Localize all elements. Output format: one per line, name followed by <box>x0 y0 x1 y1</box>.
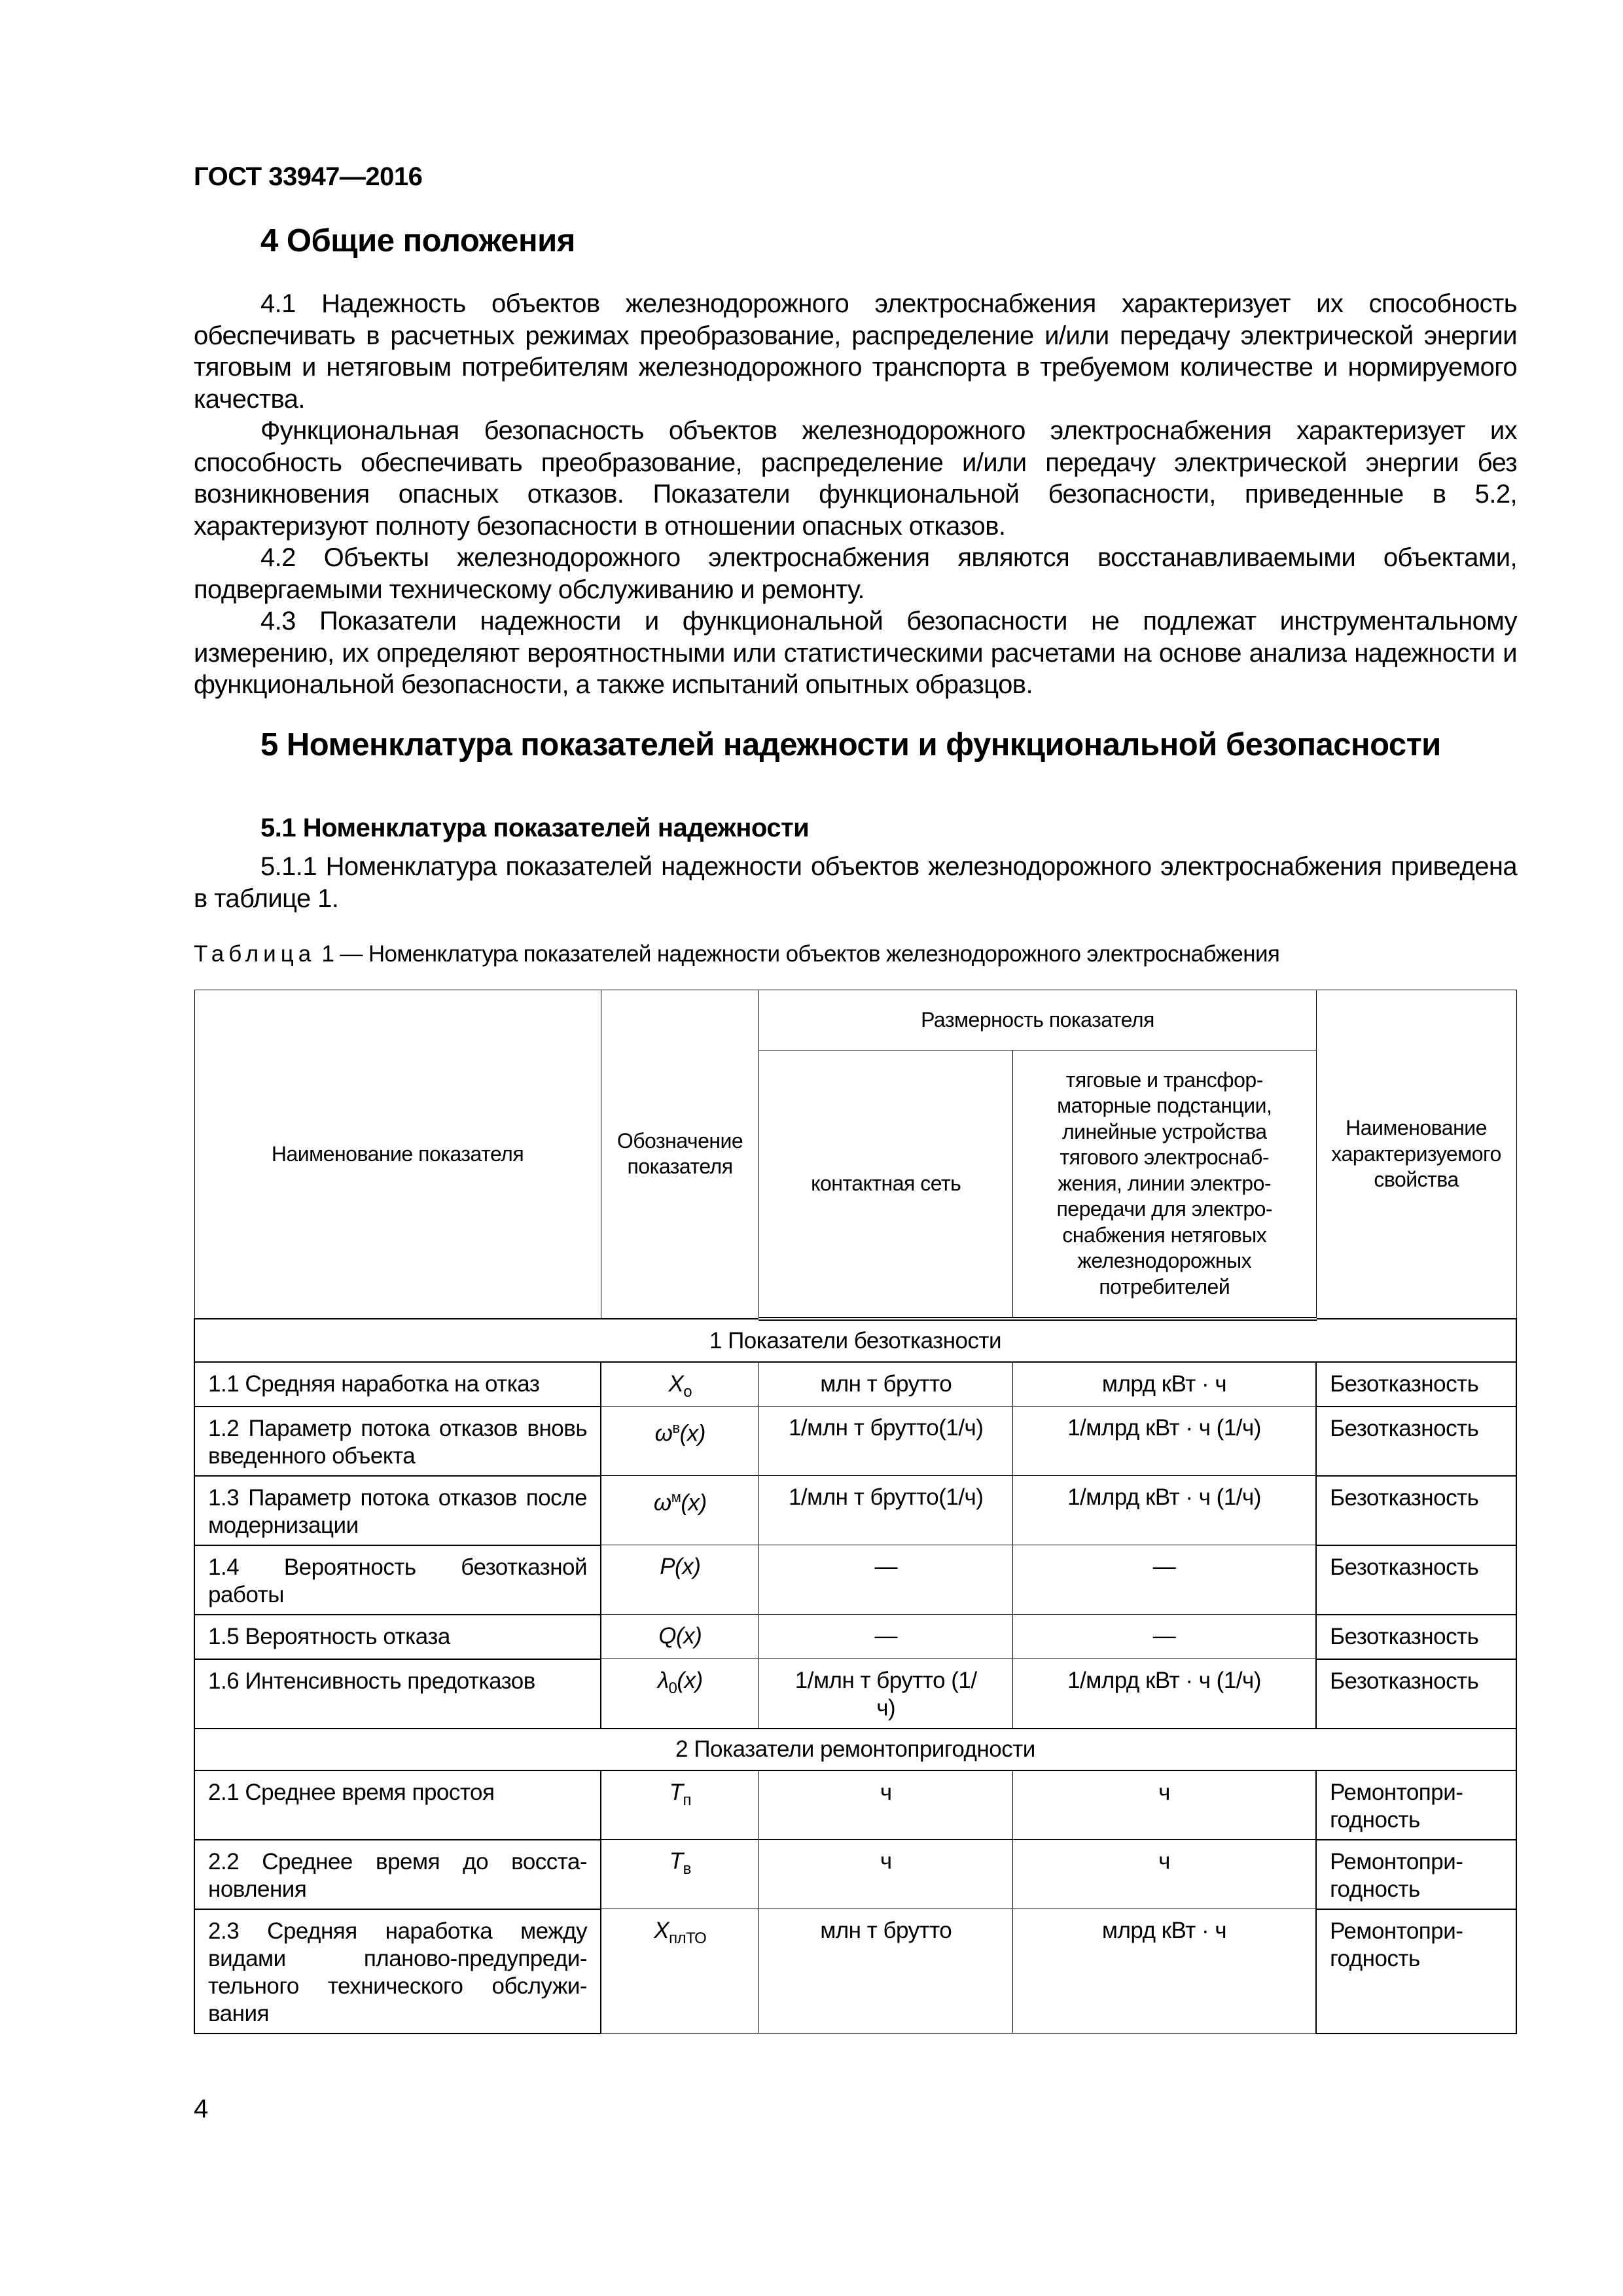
unit-substations: — <box>1012 1545 1316 1615</box>
unit-substations: млрд кВт · ч <box>1012 1909 1316 2034</box>
property-name: Безотказность <box>1316 1615 1516 1659</box>
indicator-name: 1.1 Средняя наработка на отказ <box>194 1362 601 1407</box>
header-dimension-group: Размерность показателя <box>759 990 1316 1050</box>
paragraph-functional-safety: Функциональная безопасность объектов железнодорожного электроснабжения характеризует их способность обеспечивать преобразование, распределение и/или передачу электрической энергии без возникновения опасных отказов. Показатели функциональной безопасности, приведенные в 5.2, характеризуют полноту безопасности в отношении опасных отказов. <box>194 416 1517 541</box>
unit-contact-network: — <box>759 1545 1012 1615</box>
table-row <box>194 1909 1516 2034</box>
header-property: Наименование характеризуемого свойства <box>1316 990 1516 1319</box>
table-row <box>194 1659 1516 1729</box>
table-row <box>194 1770 1516 1840</box>
unit-substations: ч <box>1012 1840 1316 1909</box>
property-name: Безотказность <box>1316 1545 1516 1615</box>
indicator-name: 2.3 Средняя наработка между видами планово-предупреди-тельного технического обслужи-вания <box>194 1909 601 2034</box>
unit-contact-network: 1/млн т брутто (1/ч) <box>759 1659 1012 1729</box>
property-name: Безотказность <box>1316 1362 1516 1407</box>
table-row <box>194 1407 1516 1476</box>
property-name: Безотказность <box>1316 1407 1516 1476</box>
header-contact-network: контактная сеть <box>759 1050 1012 1319</box>
unit-contact-network: 1/млн т брутто(1/ч) <box>759 1407 1012 1476</box>
indicator-symbol: $\omega^м(x)$ <box>601 1476 759 1545</box>
group-header-reliability: 1 Показатели безотказности <box>194 1319 1516 1362</box>
indicator-name: 1.4 Вероятность безотказной работы <box>194 1545 601 1615</box>
indicator-symbol: $X_{плТО}$ <box>601 1909 759 2034</box>
unit-contact-network: — <box>759 1615 1012 1659</box>
table-caption-label: Таблица <box>194 941 316 967</box>
indicator-name: 1.3 Параметр потока отказов после модернизации <box>194 1476 601 1545</box>
header-indicator-symbol: Обозначение показателя <box>601 990 759 1319</box>
paragraph-5-1-1: 5.1.1 Номенклатура показателей надежности объектов железнодорожного электроснабжения приведена в таблице 1. <box>194 852 1517 913</box>
indicator-name: 2.1 Среднее время простоя <box>194 1770 601 1840</box>
paragraph-4-3: 4.3 Показатели надежности и функциональной безопасности не подлежат инструментальному измерению, их определяют вероятностными или статистическими расчетами на основе анализа надежности и функциональной безопасности, а также испытаний опытных образцов. <box>194 607 1517 699</box>
property-name: Ремонтопри-годность <box>1316 1909 1516 2034</box>
table-row <box>194 1362 1516 1407</box>
section-5-1-body <box>194 851 1517 914</box>
unit-contact-network: млн т брутто <box>759 1909 1012 2034</box>
unit-substations: 1/млрд кВт · ч (1/ч) <box>1012 1659 1316 1729</box>
unit-contact-network: 1/млн т брутто(1/ч) <box>759 1476 1012 1545</box>
indicator-name: 1.6 Интенсивность предотказов <box>194 1659 601 1729</box>
section-4-body <box>194 288 1517 701</box>
standard-id: ГОСТ 33947—2016 <box>194 162 423 191</box>
indicator-symbol: $X_о$ <box>601 1362 759 1407</box>
unit-substations: 1/млрд кВт · ч (1/ч) <box>1012 1476 1316 1545</box>
indicator-name: 2.2 Среднее время до восста-новления <box>194 1840 601 1909</box>
unit-substations: — <box>1012 1615 1316 1659</box>
indicator-name: 1.2 Параметр потока отказов вновь введенного объекта <box>194 1407 601 1476</box>
unit-contact-network: ч <box>759 1770 1012 1840</box>
table-row <box>194 1615 1516 1659</box>
indicator-name: 1.5 Вероятность отказа <box>194 1615 601 1659</box>
table-1-caption <box>194 941 1279 967</box>
header-substations: тяговые и трансфор-маторные подстанции, линейные устройства тягового электроснаб-жения, линии электро-передачи для электро-снабжения нетяговых железнодорожных потребителей <box>1012 1050 1316 1319</box>
property-name: Безотказность <box>1316 1659 1516 1729</box>
indicator-symbol: $T_п$ <box>601 1770 759 1840</box>
table-row <box>194 1840 1516 1909</box>
indicator-symbol: $\lambda_0(x)$ <box>601 1659 759 1729</box>
page-number: 4 <box>194 2094 209 2123</box>
indicator-symbol: Q(x) <box>601 1615 759 1659</box>
table-row <box>194 1545 1516 1615</box>
subsection-5-1-title: 5.1 Номенклатура показателей надежности <box>260 814 810 842</box>
indicator-symbol: $\omega^в(x)$ <box>601 1407 759 1476</box>
property-name: Ремонтопри-годность <box>1316 1840 1516 1909</box>
property-name: Безотказность <box>1316 1476 1516 1545</box>
unit-contact-network: млн т брутто <box>759 1362 1012 1407</box>
paragraph-4-1: 4.1 Надежность объектов железнодорожного электроснабжения характеризует их способность обеспечивать в расчетных режимах преобразование, распределение и/или передачу электрической энергии тяговым и нетяговым потребителям железнодорожного транспорта в требуемом количестве и нормируемого качества. <box>194 289 1517 414</box>
group-header-maintainability: 2 Показатели ремонтопригодности <box>194 1729 1516 1770</box>
header-indicator-name: Наименование показателя <box>194 990 601 1319</box>
unit-substations: млрд кВт · ч <box>1012 1362 1316 1407</box>
table-row <box>194 1476 1516 1545</box>
section-4-title: 4 Общие положения <box>260 223 575 259</box>
reliability-indicators-table <box>194 990 1517 2034</box>
indicator-symbol: P(x) <box>601 1545 759 1615</box>
table-caption-text: 1 — Номенклатура показателей надежности объектов железнодорожного электроснабжения <box>315 941 1280 967</box>
section-5-title: 5 Номенклатура показателей надежности и функциональной безопасности <box>260 727 1441 762</box>
paragraph-4-2: 4.2 Объекты железнодорожного электроснабжения являются восстанавливаемыми объектами, подвергаемыми техническому обслуживанию и ремонту. <box>194 543 1517 604</box>
unit-contact-network: ч <box>759 1840 1012 1909</box>
unit-substations: 1/млрд кВт · ч (1/ч) <box>1012 1407 1316 1476</box>
indicator-symbol: $T_в$ <box>601 1840 759 1909</box>
property-name: Ремонтопри-годность <box>1316 1770 1516 1840</box>
unit-substations: ч <box>1012 1770 1316 1840</box>
